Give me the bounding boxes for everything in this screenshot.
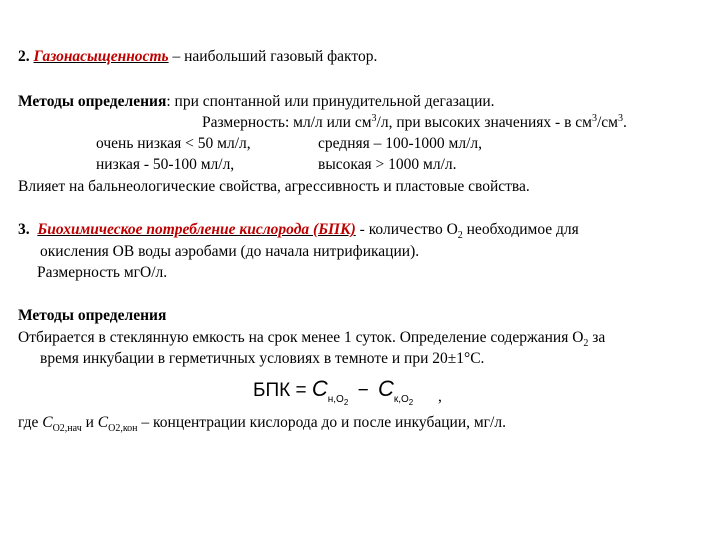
where-rest: – концентрации кислорода до и после инкубации, мг/л.	[137, 414, 506, 431]
section2-number: 2.	[18, 48, 30, 65]
units-middle: /л, при высоких значениях - в см	[376, 114, 592, 131]
formula-c1: C	[311, 376, 328, 401]
formula-comma: ,	[438, 388, 442, 405]
units-sup: 3	[617, 112, 623, 124]
section3-term: Биохимическое потребление кислорода (БПК)	[37, 221, 356, 238]
methods-line1-end: за	[588, 329, 606, 346]
high-range: высокая > 1000 мл/л.	[318, 156, 457, 173]
section2-term: Газонасыщенность	[33, 48, 169, 65]
formula-lhs: БПК =	[253, 380, 307, 401]
o2-subscript: 2	[583, 338, 589, 349]
formula-c2-sub: к,O	[393, 394, 409, 405]
section2-methods-text: : при спонтанной или принудительной дегазации.	[166, 93, 495, 110]
section3-definition-a: - количество О	[355, 221, 458, 238]
methods-line1	[18, 329, 605, 349]
bpk-formula	[253, 376, 413, 410]
where-c2-sub: O2,кон	[108, 423, 138, 434]
where-c1: C	[42, 414, 53, 431]
section3-definition-line2: окисления ОВ воды аэробами (до начала нитрификации).	[40, 243, 420, 260]
low-range: низкая - 50-100 мл/л,	[96, 156, 235, 173]
methods-heading: Методы определения	[18, 307, 167, 324]
section2-definition: – наибольший газовый фактор.	[168, 48, 378, 65]
formula-c2: C	[377, 376, 394, 401]
where-c2: C	[97, 414, 109, 431]
medium-range: средняя – 100-1000 мл/л,	[318, 135, 482, 152]
o2-subscript: 2	[457, 230, 463, 241]
very-low-range: очень низкая < 50 мл/л,	[96, 135, 251, 152]
section2-title-line	[18, 48, 377, 66]
section2-methods-label: Методы определения	[18, 93, 167, 110]
units-slash: /см	[596, 114, 618, 131]
section2-methods-line	[18, 93, 495, 111]
methods-line1-text: Отбирается в стеклянную емкость на срок менее 1 суток. Определение содержания О	[18, 329, 584, 346]
section3-number: 3.	[18, 221, 30, 238]
where-and: и	[81, 414, 98, 431]
formula-c1-sub2: 2	[343, 398, 349, 407]
units-sup: 3	[371, 112, 377, 124]
section2-influence: Влияет на бальнеологические свойства, агрессивность и пластовые свойства.	[18, 178, 530, 195]
where-line	[18, 414, 506, 434]
formula-c2-sub2: 2	[408, 398, 414, 407]
where-c1-sub: O2,нач	[52, 423, 82, 434]
formula-c1-sub: н,O	[327, 394, 344, 405]
section3-definition-b: необходимое для	[462, 221, 579, 238]
section3-units: Размерность мгО/л.	[37, 264, 168, 281]
units-sup: 3	[591, 112, 597, 124]
section2-units-line	[202, 114, 627, 132]
section3-title-line	[18, 221, 579, 241]
formula-minus: −	[357, 380, 369, 401]
where-prefix: где	[18, 414, 43, 431]
methods-line2: время инкубации в герметичных условиях в темноте и при 20±1°С.	[40, 350, 485, 367]
units-end: .	[622, 114, 627, 131]
units-prefix: Размерность: мл/л или см	[202, 114, 372, 131]
